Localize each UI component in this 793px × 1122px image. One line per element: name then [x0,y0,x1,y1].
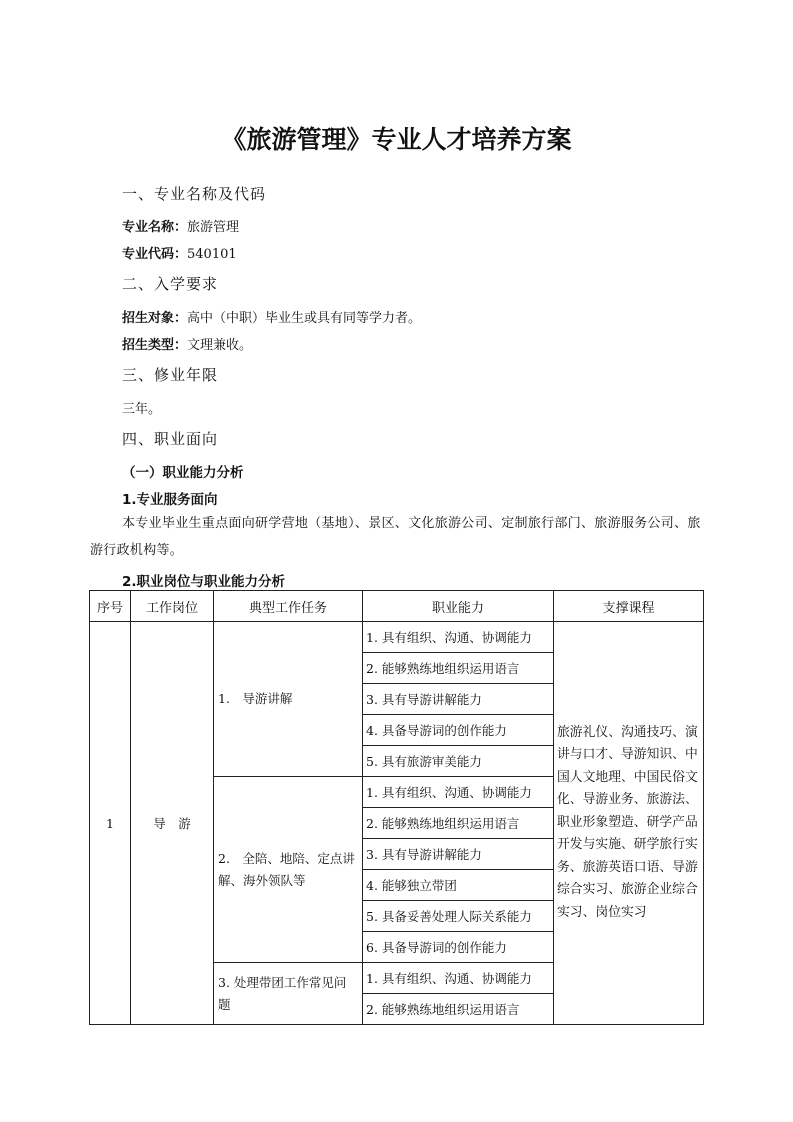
ability-cell: 3. 具有导游讲解能力 [363,839,554,870]
ability-cell: 2. 能够熟练地组织运用语言 [363,653,554,684]
service-paragraph: 本专业毕业生重点面向研学营地（基地）、景区、文化旅游公司、定制旅行部门、旅游服务公司、旅游行政机构等。 [90,516,701,558]
row-index: 1 [90,622,131,1025]
task-cell: 2. 全陪、地陪、定点讲解、海外领队等 [214,777,363,963]
section-heading-1: 一、专业名称及代码 [122,185,267,203]
major-code-label: 专业代码： [122,247,188,262]
section-heading-4: 四、职业面向 [122,430,219,448]
subsection-heading: （一）职业能力分析 [122,465,244,481]
item-heading-1: 1.专业服务面向 [122,492,218,508]
enroll-target-line [122,307,421,326]
enroll-target-label: 招生对象： [122,311,188,326]
ability-cell: 5. 具有旅游审美能力 [363,746,554,777]
ability-cell: 1. 具有组织、沟通、协调能力 [363,622,554,653]
document-title: 《旅游管理》专业人才培养方案 [221,125,572,154]
task-cell: 3. 处理带团工作常见问题 [214,963,363,1025]
header-task: 典型工作任务 [214,591,363,622]
header-position: 工作岗位 [131,591,214,622]
major-code-value: 540101 [187,247,237,262]
header-course: 支撑课程 [554,591,704,622]
table-row [90,622,704,653]
major-code-line [122,243,237,262]
ability-cell: 4. 具备导游词的创作能力 [363,715,554,746]
section-heading-3: 三、修业年限 [122,366,219,384]
enroll-type-label: 招生类型： [122,338,188,353]
item-heading-2: 2.职业岗位与职业能力分析 [122,574,286,590]
section-heading-2: 二、入学要求 [122,275,219,293]
major-name-label: 专业名称： [122,220,188,235]
ability-cell: 4. 能够独立带团 [363,870,554,901]
header-ability: 职业能力 [363,591,554,622]
enroll-type-value: 文理兼收。 [187,338,253,353]
enroll-target-value: 高中（中职）毕业生或具有同等学力者。 [187,311,422,326]
ability-cell: 2. 能够熟练地组织运用语言 [363,808,554,839]
course-cell: 旅游礼仪、沟通技巧、演讲与口才、导游知识、中国人文地理、中国民俗文化、导游业务、旅游法、职业形象塑造、研学产品开发与实施、研学旅行实务、旅游英语口语、导游综合实习、旅游企业综合实习、岗位实习 [554,622,704,1025]
table-header-row [90,591,704,622]
ability-cell: 3. 具有导游讲解能力 [363,684,554,715]
duration-text: 三年。 [122,402,162,417]
major-name-line [122,216,239,235]
ability-cell: 6. 具备导游词的创作能力 [363,932,554,963]
row-position: 导 游 [131,622,214,1025]
ability-cell: 2. 能够熟练地组织运用语言 [363,994,554,1025]
header-index: 序号 [90,591,131,622]
ability-cell: 1. 具有组织、沟通、协调能力 [363,777,554,808]
ability-cell: 1. 具有组织、沟通、协调能力 [363,963,554,994]
enroll-type-line [122,334,252,353]
ability-cell: 5. 具备妥善处理人际关系能力 [363,901,554,932]
task-cell: 1. 导游讲解 [214,622,363,777]
major-name-value: 旅游管理 [187,220,240,235]
ability-table [89,590,704,1025]
